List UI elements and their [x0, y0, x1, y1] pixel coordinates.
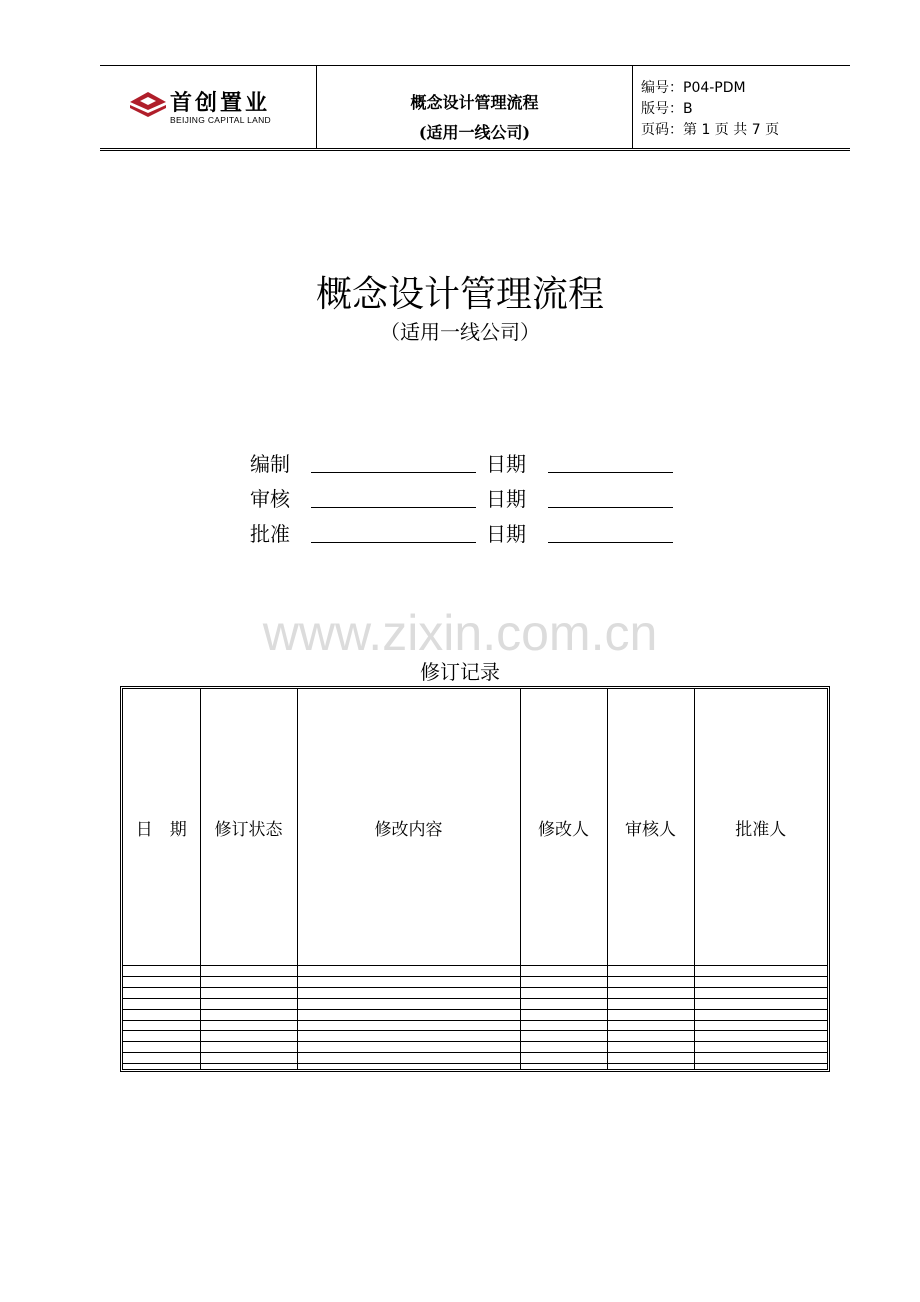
table-cell — [694, 977, 827, 988]
date-label: 日期 — [486, 522, 526, 546]
table-cell — [694, 988, 827, 999]
date-line — [548, 472, 673, 473]
column-header-status: 修订状态 — [200, 689, 297, 966]
table-cell — [607, 966, 694, 977]
table-cell — [520, 1009, 607, 1020]
table-cell — [200, 988, 297, 999]
table-cell — [297, 1063, 520, 1069]
table-cell — [297, 998, 520, 1009]
table-cell — [694, 998, 827, 1009]
table-cell — [297, 977, 520, 988]
table-cell — [297, 1031, 520, 1042]
logo-english-name: BEIJING CAPITAL LAND — [170, 115, 271, 125]
table-cell — [694, 1031, 827, 1042]
table-row — [123, 966, 827, 977]
table-row — [123, 1031, 827, 1042]
table-cell — [694, 966, 827, 977]
table-cell — [200, 1009, 297, 1020]
table-cell — [123, 1042, 200, 1053]
table-cell — [123, 1031, 200, 1042]
table-row — [123, 1020, 827, 1031]
table-cell — [607, 1009, 694, 1020]
signature-line — [311, 507, 476, 508]
table-cell — [297, 1042, 520, 1053]
table-row — [123, 977, 827, 988]
table-cell — [694, 1020, 827, 1031]
table-cell — [607, 988, 694, 999]
table-cell — [297, 1009, 520, 1020]
table-cell — [520, 977, 607, 988]
page-title: 概念设计管理流程 — [315, 274, 604, 315]
table-cell — [607, 998, 694, 1009]
column-header-reviewer: 审核人 — [607, 689, 694, 966]
table-cell — [520, 1063, 607, 1069]
table-cell — [694, 1009, 827, 1020]
signature-label: 批准 — [250, 522, 290, 546]
table-cell — [123, 1020, 200, 1031]
page-subtitle: （适用一线公司） — [380, 320, 540, 344]
table-cell — [297, 1020, 520, 1031]
watermark: www.zixin.com.cn — [262, 605, 658, 661]
table-row — [123, 988, 827, 999]
table-cell — [200, 966, 297, 977]
version-number: 版号：B — [641, 101, 693, 117]
table-cell — [607, 1063, 694, 1069]
signature-row-author — [250, 448, 690, 474]
signature-row-reviewer — [250, 483, 690, 509]
table-cell — [520, 1053, 607, 1064]
table-cell — [200, 1053, 297, 1064]
table-cell — [297, 966, 520, 977]
header-title: 概念设计管理流程 — [410, 93, 539, 112]
date-label: 日期 — [486, 452, 526, 476]
table-cell — [123, 977, 200, 988]
table-cell — [297, 988, 520, 999]
table-cell — [607, 977, 694, 988]
table-row — [123, 1053, 827, 1064]
table-cell — [123, 998, 200, 1009]
page-number: 页码：第 1 页 共 7 页 — [641, 122, 780, 138]
document-number: 编号：P04-PDM — [641, 80, 746, 96]
table-cell — [607, 1053, 694, 1064]
table-cell — [200, 1063, 297, 1069]
table-row — [123, 1063, 827, 1069]
header-title-cell — [317, 66, 633, 148]
table-cell — [200, 1020, 297, 1031]
table-row — [123, 998, 827, 1009]
table-cell — [200, 977, 297, 988]
table-cell — [520, 966, 607, 977]
header-meta-cell — [633, 66, 850, 148]
table-row — [123, 1042, 827, 1053]
logo-chinese-name: 首创置业 — [170, 90, 271, 116]
date-label: 日期 — [486, 487, 526, 511]
signature-label: 编制 — [250, 452, 290, 476]
signature-line — [311, 542, 476, 543]
table-cell — [520, 988, 607, 999]
company-logo-icon — [128, 90, 168, 120]
signature-line — [311, 472, 476, 473]
table-cell — [694, 1042, 827, 1053]
table-cell — [694, 1063, 827, 1069]
revision-table — [120, 686, 830, 1072]
table-cell — [520, 1031, 607, 1042]
table-cell — [200, 1042, 297, 1053]
table-cell — [123, 1063, 200, 1069]
table-cell — [123, 966, 200, 977]
table-row — [123, 1009, 827, 1020]
table-cell — [297, 1053, 520, 1064]
signature-row-approver — [250, 518, 690, 544]
table-cell — [520, 998, 607, 1009]
column-header-approver: 批准人 — [694, 689, 827, 966]
revision-table-title: 修订记录 — [420, 660, 500, 684]
signature-label: 审核 — [250, 487, 290, 511]
table-cell — [520, 1020, 607, 1031]
table-cell — [607, 1031, 694, 1042]
table-cell — [520, 1042, 607, 1053]
logo-cell — [100, 66, 317, 148]
table-cell — [123, 1053, 200, 1064]
date-line — [548, 507, 673, 508]
document-header — [100, 65, 850, 151]
column-header-content: 修改内容 — [297, 689, 520, 966]
table-header-row — [123, 689, 827, 966]
table-cell — [694, 1053, 827, 1064]
table-cell — [607, 1020, 694, 1031]
table-cell — [200, 998, 297, 1009]
column-header-modifier: 修改人 — [520, 689, 607, 966]
header-subtitle: (适用一线公司) — [418, 123, 531, 142]
table-cell — [123, 988, 200, 999]
date-line — [548, 542, 673, 543]
table-cell — [123, 1009, 200, 1020]
table-cell — [607, 1042, 694, 1053]
table-cell — [200, 1031, 297, 1042]
column-header-date: 日 期 — [123, 689, 200, 966]
